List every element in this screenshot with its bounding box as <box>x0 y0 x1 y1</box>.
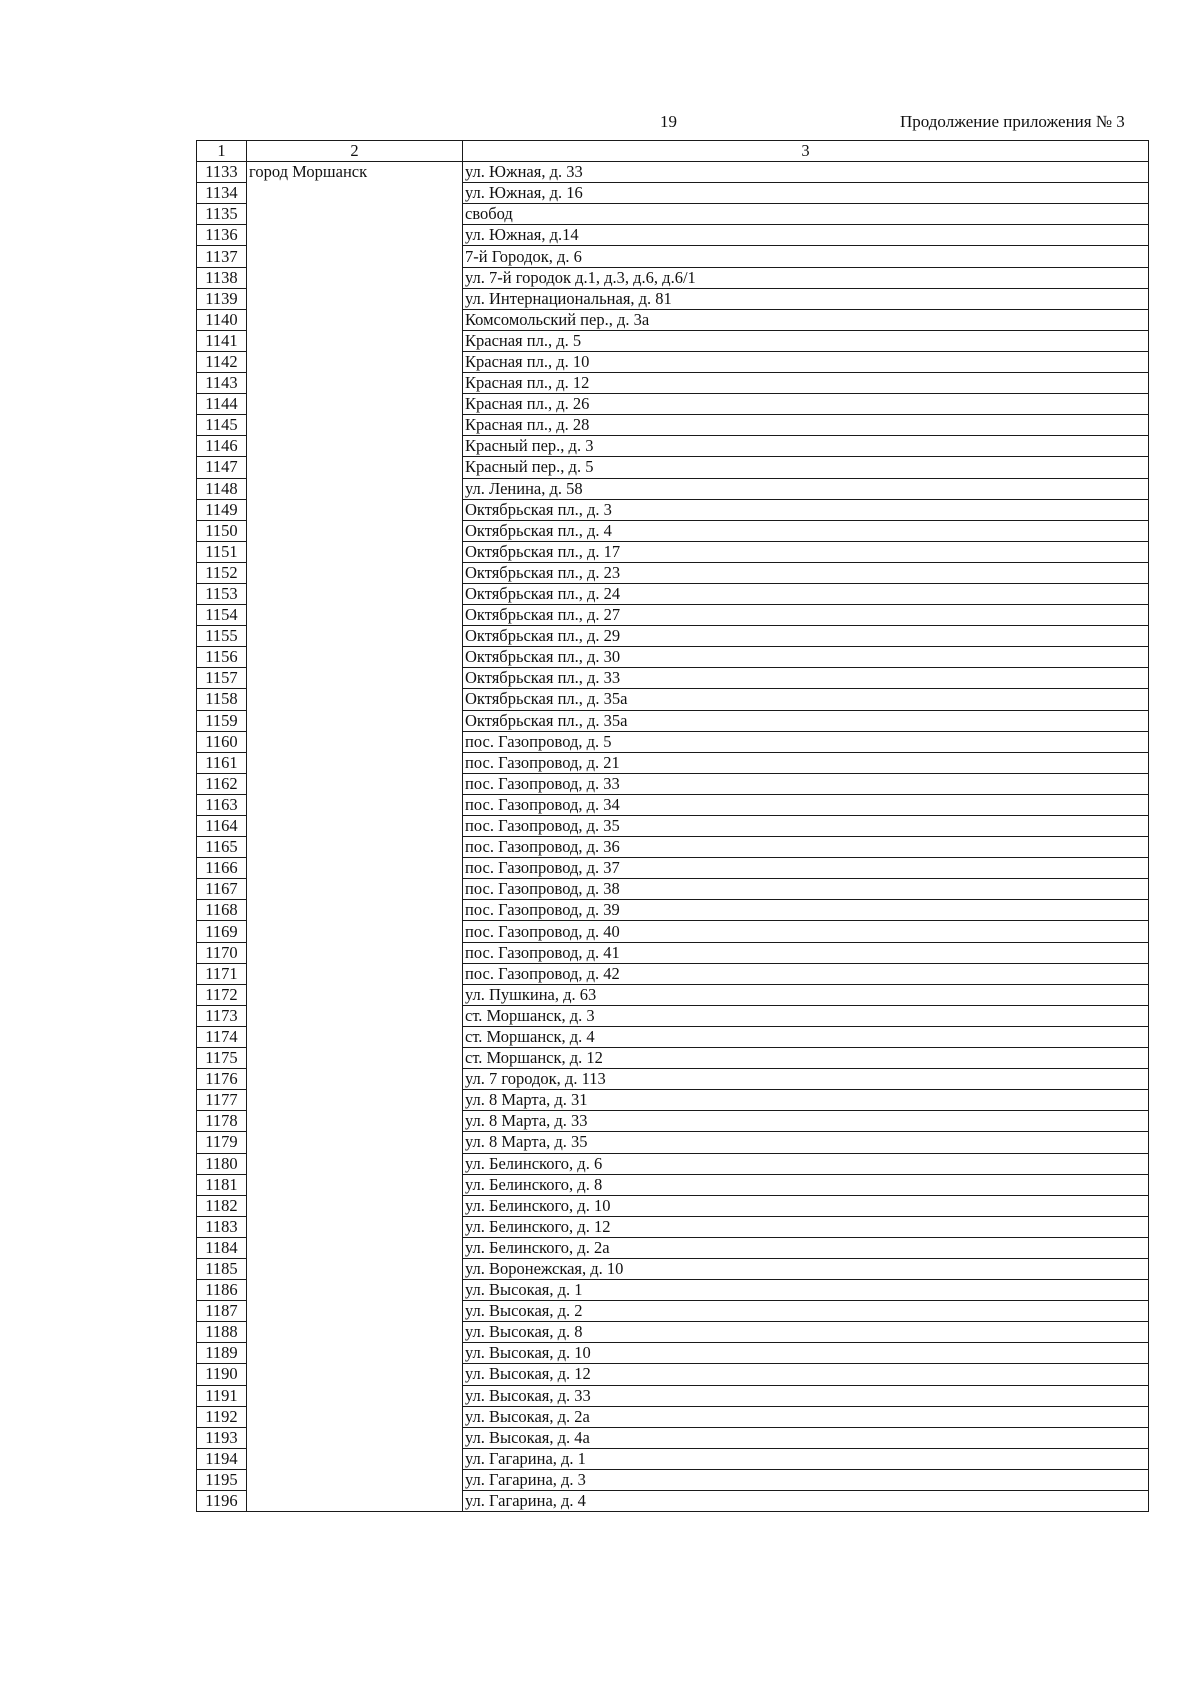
address-cell: Красная пл., д. 12 <box>463 373 1149 394</box>
address-cell: пос. Газопровод, д. 40 <box>463 921 1149 942</box>
row-number: 1136 <box>197 225 247 246</box>
row-number: 1165 <box>197 837 247 858</box>
address-cell: ул. Высокая, д. 12 <box>463 1364 1149 1385</box>
row-number: 1168 <box>197 900 247 921</box>
address-cell: пос. Газопровод, д. 5 <box>463 731 1149 752</box>
address-cell: Октябрьская пл., д. 35а <box>463 710 1149 731</box>
address-cell: Красная пл., д. 10 <box>463 351 1149 372</box>
address-cell: ул. 8 Марта, д. 31 <box>463 1090 1149 1111</box>
row-number: 1133 <box>197 162 247 183</box>
row-number: 1152 <box>197 562 247 583</box>
address-cell: ул. Ленина, д. 58 <box>463 478 1149 499</box>
address-cell: Октябрьская пл., д. 4 <box>463 520 1149 541</box>
address-cell: ул. Высокая, д. 33 <box>463 1385 1149 1406</box>
row-number: 1135 <box>197 204 247 225</box>
row-number: 1148 <box>197 478 247 499</box>
address-cell: пос. Газопровод, д. 37 <box>463 858 1149 879</box>
address-cell: Красная пл., д. 28 <box>463 415 1149 436</box>
row-number: 1192 <box>197 1406 247 1427</box>
row-number: 1155 <box>197 626 247 647</box>
row-number: 1163 <box>197 794 247 815</box>
address-cell: ул. Белинского, д. 10 <box>463 1195 1149 1216</box>
address-cell: пос. Газопровод, д. 21 <box>463 752 1149 773</box>
address-table <box>196 140 1149 1512</box>
address-cell: пос. Газопровод, д. 39 <box>463 900 1149 921</box>
address-cell: ул. Высокая, д. 1 <box>463 1280 1149 1301</box>
address-cell: ул. Гагарина, д. 4 <box>463 1491 1149 1512</box>
address-cell: ул. Высокая, д. 4а <box>463 1427 1149 1448</box>
row-number: 1149 <box>197 499 247 520</box>
row-number: 1171 <box>197 963 247 984</box>
table-body <box>197 162 1149 1512</box>
row-number: 1196 <box>197 1491 247 1512</box>
address-cell: Октябрьская пл., д. 33 <box>463 668 1149 689</box>
address-cell: Октябрьская пл., д. 17 <box>463 541 1149 562</box>
address-cell: ул. Пушкина, д. 63 <box>463 984 1149 1005</box>
address-cell: Красная пл., д. 26 <box>463 394 1149 415</box>
row-number: 1151 <box>197 541 247 562</box>
page-number: 19 <box>660 112 677 131</box>
address-cell: Комсомольский пер., д. 3а <box>463 309 1149 330</box>
row-number: 1180 <box>197 1153 247 1174</box>
row-number: 1189 <box>197 1343 247 1364</box>
row-number: 1138 <box>197 267 247 288</box>
address-cell: ул. Высокая, д. 2 <box>463 1301 1149 1322</box>
row-number: 1161 <box>197 752 247 773</box>
row-number: 1142 <box>197 351 247 372</box>
address-cell: ст. Моршанск, д. 4 <box>463 1026 1149 1047</box>
row-number: 1172 <box>197 984 247 1005</box>
address-cell: Красный пер., д. 5 <box>463 457 1149 478</box>
address-cell: Октябрьская пл., д. 30 <box>463 647 1149 668</box>
address-cell: ул. Гагарина, д. 3 <box>463 1469 1149 1490</box>
row-number: 1182 <box>197 1195 247 1216</box>
address-cell: пос. Газопровод, д. 34 <box>463 794 1149 815</box>
row-number: 1164 <box>197 816 247 837</box>
row-number: 1185 <box>197 1258 247 1279</box>
address-cell: ул. Белинского, д. 12 <box>463 1216 1149 1237</box>
address-cell: пос. Газопровод, д. 38 <box>463 879 1149 900</box>
table-header-row <box>197 141 1149 162</box>
row-number: 1181 <box>197 1174 247 1195</box>
row-number: 1145 <box>197 415 247 436</box>
address-cell: Октябрьская пл., д. 29 <box>463 626 1149 647</box>
row-number: 1150 <box>197 520 247 541</box>
row-number: 1154 <box>197 605 247 626</box>
address-cell: ул. Южная, д.14 <box>463 225 1149 246</box>
address-cell: Октябрьская пл., д. 23 <box>463 562 1149 583</box>
address-cell: Октябрьская пл., д. 27 <box>463 605 1149 626</box>
row-number: 1177 <box>197 1090 247 1111</box>
address-cell: Красная пл., д. 5 <box>463 330 1149 351</box>
address-cell: ул. Белинского, д. 6 <box>463 1153 1149 1174</box>
address-cell: ул. 8 Марта, д. 33 <box>463 1111 1149 1132</box>
row-number: 1183 <box>197 1216 247 1237</box>
row-number: 1188 <box>197 1322 247 1343</box>
row-number: 1146 <box>197 436 247 457</box>
row-number: 1160 <box>197 731 247 752</box>
row-number: 1186 <box>197 1280 247 1301</box>
address-cell: ул. Высокая, д. 10 <box>463 1343 1149 1364</box>
row-number: 1147 <box>197 457 247 478</box>
address-cell: ст. Моршанск, д. 3 <box>463 1005 1149 1026</box>
address-cell: Красный пер., д. 3 <box>463 436 1149 457</box>
address-cell: свобод <box>463 204 1149 225</box>
row-number: 1153 <box>197 583 247 604</box>
row-number: 1144 <box>197 394 247 415</box>
row-number: 1167 <box>197 879 247 900</box>
row-number: 1166 <box>197 858 247 879</box>
row-number: 1137 <box>197 246 247 267</box>
address-cell: пос. Газопровод, д. 35 <box>463 816 1149 837</box>
address-cell: ул. Южная, д. 33 <box>463 162 1149 183</box>
address-cell: ул. Белинского, д. 8 <box>463 1174 1149 1195</box>
address-cell: Октябрьская пл., д. 3 <box>463 499 1149 520</box>
row-number: 1156 <box>197 647 247 668</box>
address-cell: ул. Высокая, д. 8 <box>463 1322 1149 1343</box>
row-number: 1140 <box>197 309 247 330</box>
address-cell: ул. Южная, д. 16 <box>463 183 1149 204</box>
row-number: 1179 <box>197 1132 247 1153</box>
address-cell: ул. 7 городок, д. 113 <box>463 1069 1149 1090</box>
row-number: 1184 <box>197 1237 247 1258</box>
row-number: 1178 <box>197 1111 247 1132</box>
row-number: 1157 <box>197 668 247 689</box>
row-number: 1191 <box>197 1385 247 1406</box>
row-number: 1170 <box>197 942 247 963</box>
row-number: 1162 <box>197 773 247 794</box>
table-row <box>197 162 1149 183</box>
row-number: 1175 <box>197 1048 247 1069</box>
address-cell: пос. Газопровод, д. 33 <box>463 773 1149 794</box>
column-header-1: 1 <box>197 141 247 162</box>
address-cell: Октябрьская пл., д. 35а <box>463 689 1149 710</box>
address-cell: ул. Воронежская, д. 10 <box>463 1258 1149 1279</box>
row-number: 1195 <box>197 1469 247 1490</box>
row-number: 1194 <box>197 1448 247 1469</box>
row-number: 1174 <box>197 1026 247 1047</box>
row-number: 1173 <box>197 1005 247 1026</box>
column-header-2: 2 <box>247 141 463 162</box>
row-number: 1158 <box>197 689 247 710</box>
row-number: 1187 <box>197 1301 247 1322</box>
settlement-name: город Моршанск <box>247 162 463 1512</box>
address-cell: ул. Интернациональная, д. 81 <box>463 288 1149 309</box>
address-cell: Октябрьская пл., д. 24 <box>463 583 1149 604</box>
row-number: 1159 <box>197 710 247 731</box>
column-header-3: 3 <box>463 141 1149 162</box>
address-cell: ул. Белинского, д. 2а <box>463 1237 1149 1258</box>
appendix-caption: Продолжение приложения № 3 <box>900 112 1125 131</box>
address-cell: 7-й Городок, д. 6 <box>463 246 1149 267</box>
address-cell: пос. Газопровод, д. 42 <box>463 963 1149 984</box>
address-cell: пос. Газопровод, д. 36 <box>463 837 1149 858</box>
row-number: 1190 <box>197 1364 247 1385</box>
address-cell: ул. 7-й городок д.1, д.3, д.6, д.6/1 <box>463 267 1149 288</box>
row-number: 1134 <box>197 183 247 204</box>
row-number: 1193 <box>197 1427 247 1448</box>
address-cell: ул. Высокая, д. 2а <box>463 1406 1149 1427</box>
row-number: 1141 <box>197 330 247 351</box>
address-cell: ст. Моршанск, д. 12 <box>463 1048 1149 1069</box>
row-number: 1169 <box>197 921 247 942</box>
address-cell: пос. Газопровод, д. 41 <box>463 942 1149 963</box>
row-number: 1139 <box>197 288 247 309</box>
address-cell: ул. 8 Марта, д. 35 <box>463 1132 1149 1153</box>
address-cell: ул. Гагарина, д. 1 <box>463 1448 1149 1469</box>
row-number: 1176 <box>197 1069 247 1090</box>
row-number: 1143 <box>197 373 247 394</box>
